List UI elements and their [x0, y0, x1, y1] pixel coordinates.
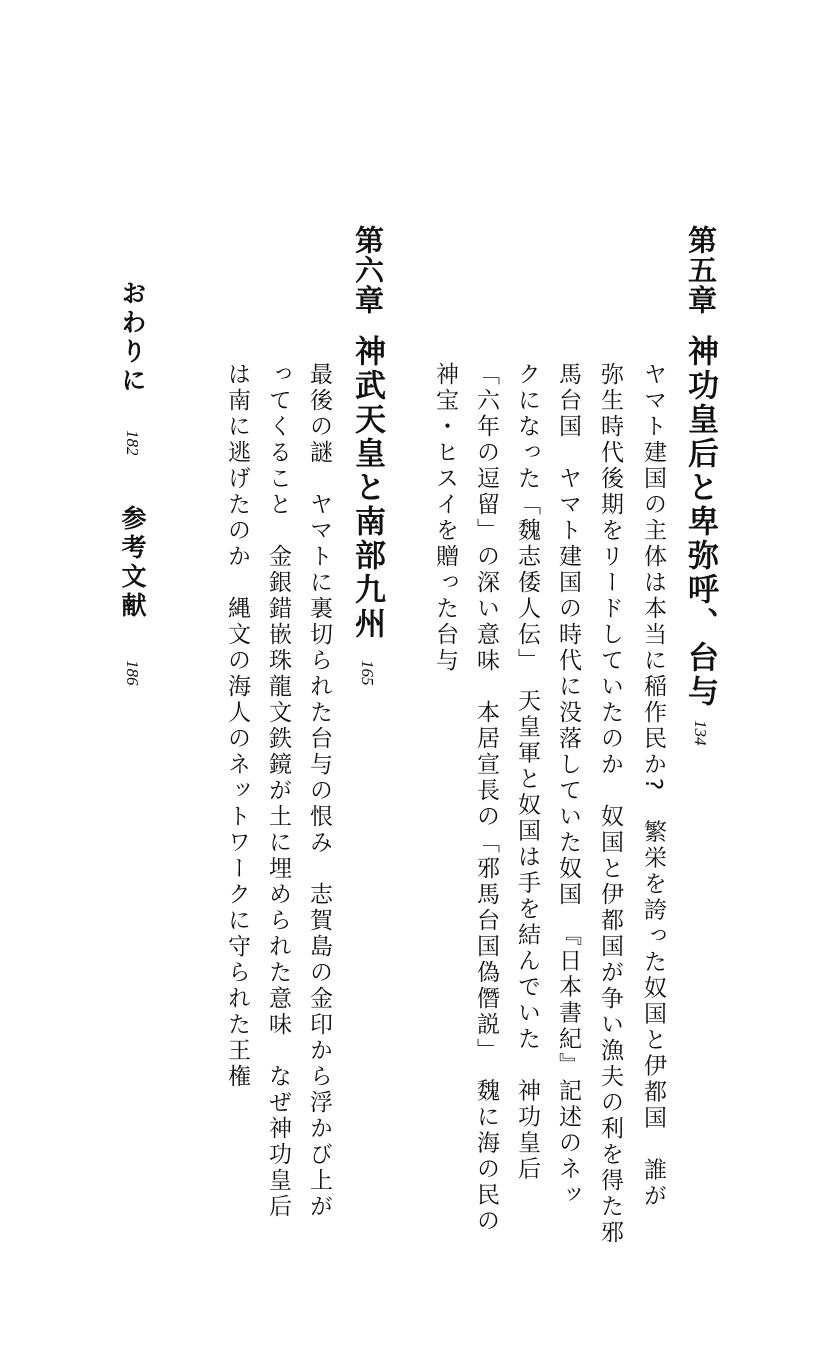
afterword-page-number: 182: [123, 430, 142, 456]
chapter6-label: 第六章: [351, 225, 385, 315]
chapter6-title: 神武天皇と南部九州: [349, 335, 385, 641]
references-page-number: 186: [123, 660, 142, 686]
chapter5-label: 第五章: [684, 225, 718, 315]
chapter5-page-number: 134: [691, 720, 710, 746]
chapter5-line-6: 神宝・ヒスイを贈った台与: [432, 362, 458, 674]
references-label: 参考文献: [118, 505, 147, 621]
chapter6-line-3: は南に逃げたのか 縄文の海人のネットワークに守られた王権: [224, 362, 250, 1090]
afterword-label: おわりに: [118, 280, 147, 396]
chapter5-line-5: 「六年の逗留」の深い意味 本居宣長の「邪馬台国偽僭説」 魏に海の民の: [473, 362, 499, 1235]
chapter6-line-2: ってくること 金銀錯嵌珠龍文鉄鏡が土に埋められた意味 なぜ神功皇后: [265, 362, 291, 1220]
chapter5-line-3: 馬台国 ヤマト建国の時代に没落していた奴国 『日本書紀』記述のネッ: [555, 362, 581, 1209]
chapter6-line-1: 最後の謎 ヤマトに裏切られた台与の恨み 志賀島の金印から浮かび上が: [306, 362, 332, 1220]
chapter5-line-2: 弥生時代後期をリードしていたのか 奴国と伊都国が争い漁夫の利を得た邪: [597, 362, 623, 1246]
chapter5-line-1: ヤマト建国の主体は本当に稲作民か? 繁栄を誇った奴国と伊都国 誰が: [640, 362, 666, 1210]
chapter5-line-4: クになった「魏志倭人伝」 天皇軍と奴国は手を結んでいた 神功皇后: [514, 362, 540, 1183]
chapter5-title: 神功皇后と卑弥呼、台与: [682, 335, 718, 709]
chapter6-page-number: 165: [358, 660, 377, 686]
